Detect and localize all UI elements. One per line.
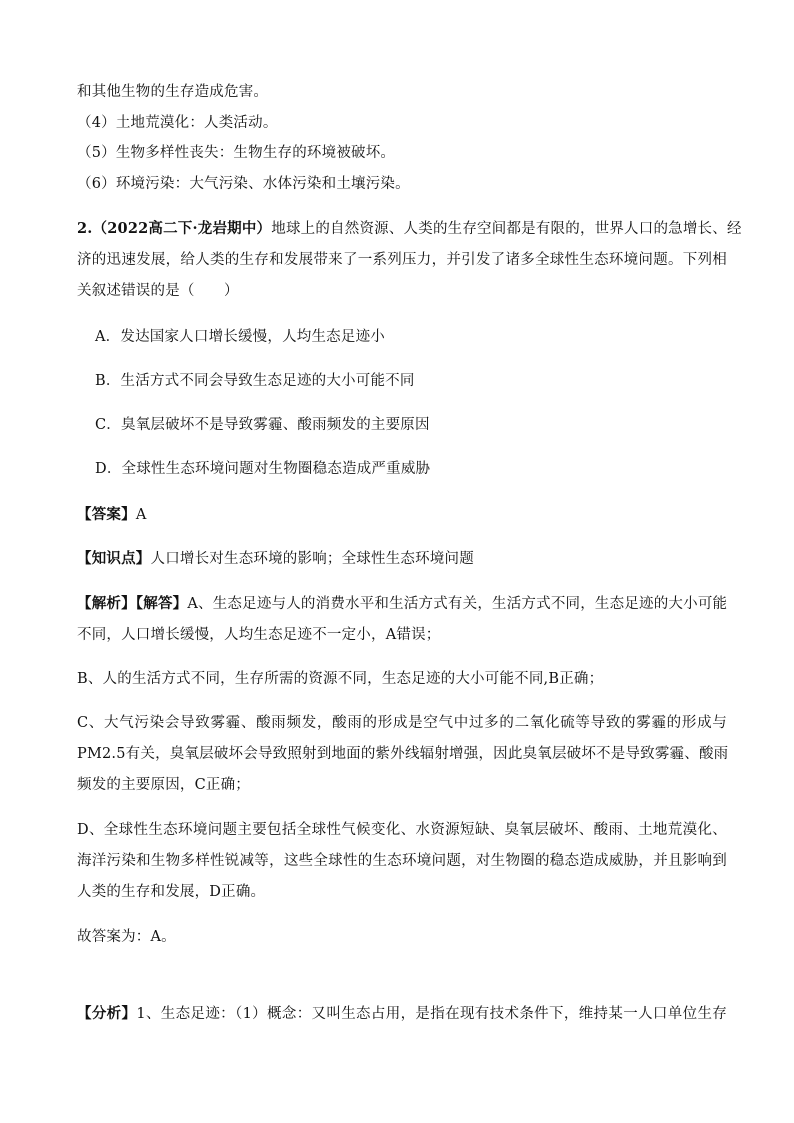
analysis-line-d1: D、全球性生态环境问题主要包括全球性气候变化、水资源短缺、臭氧层破坏、酸雨、土地荒漠化、: [77, 822, 727, 838]
answer-label: 【答案】: [77, 506, 136, 523]
intro-line-1: 和其他生物的生存造成危害。: [77, 84, 269, 100]
conclusion-line: 故答案为：A。: [77, 929, 176, 945]
answer-line: [77, 504, 727, 526]
option-c: C．臭氧层破坏不是导致雾霾、酸雨频发的主要原因: [95, 417, 430, 433]
answer-value: A: [135, 507, 147, 523]
fenxi-label: 【分析】: [77, 1005, 137, 1022]
knowledge-label: 【知识点】: [77, 550, 151, 567]
analysis-line-a2: 不同，人口增长缓慢，人均生态足迹不一定小，A错误；: [77, 627, 441, 643]
option-b: B．生活方式不同会导致生态足迹的大小可能不同: [95, 373, 415, 389]
fenxi-line: [77, 1003, 727, 1025]
intro-line-3: （5）生物多样性丧失：生物生存的环境被破坏。: [77, 145, 396, 161]
analysis-label: 【解析】【解答】: [77, 595, 188, 612]
analysis-line-c2: PM2.5有关，臭氧层破坏会导致照射到地面的紫外线辐射增强，因此臭氧层破坏不是导致雾霾、酸雨: [77, 746, 729, 762]
option-d: D．全球性生态环境问题对生物圈稳态造成严重威胁: [95, 461, 431, 477]
question-stem-line-2: 济的迅速发展，给人类的生存和发展带来了一系列压力，并引发了诸多全球性生态环境问题。下列相: [77, 252, 727, 268]
analysis-a-text-1: A、生态足迹与人的消费水平和生活方式有关，生活方式不同，生态足迹的大小可能: [187, 596, 728, 612]
analysis-line-a1: [77, 593, 727, 615]
question-stem-text-1: 地球上的自然资源、人类的生存空间都是有限的，世界人口的急增长、经: [271, 221, 742, 237]
question-number-source: 2.（2022高二下·龙岩期中）: [77, 220, 272, 237]
intro-line-4: （6）环境污染：大气污染、水体污染和土壤污染。: [77, 176, 410, 192]
option-a: A．发达国家人口增长缓慢，人均生态足迹小: [95, 329, 385, 345]
question-stem-line-1: [77, 218, 742, 240]
fenxi-text: 1、生态足迹：（1）概念：又叫生态占用，是指在现有技术条件下，维持某一人口单位生存: [136, 1006, 727, 1022]
knowledge-value: 人口增长对生态环境的影响；全球性生态环境问题: [150, 551, 474, 567]
question-stem-line-3: 关叙述错误的是（ ）: [77, 283, 239, 299]
analysis-line-b: B、人的生活方式不同，生存所需的资源不同，生态足迹的大小可能不同,B正确；: [77, 671, 604, 687]
analysis-line-c1: C、大气污染会导致雾霾、酸雨频发，酸雨的形成是空气中过多的二氧化硫等导致的雾霾的形成与: [77, 715, 727, 731]
knowledge-line: [77, 548, 727, 570]
analysis-line-d2: 海洋污染和生物多样性锐减等，这些全球性的生态环境问题，对生物圈的稳态造成威胁，并且影响到: [77, 853, 727, 869]
intro-line-2: （4）土地荒漠化：人类活动。: [77, 115, 278, 131]
analysis-line-d3: 人类的生存和发展，D正确。: [77, 884, 266, 900]
analysis-line-c3: 频发的主要原因，C正确；: [77, 777, 250, 793]
